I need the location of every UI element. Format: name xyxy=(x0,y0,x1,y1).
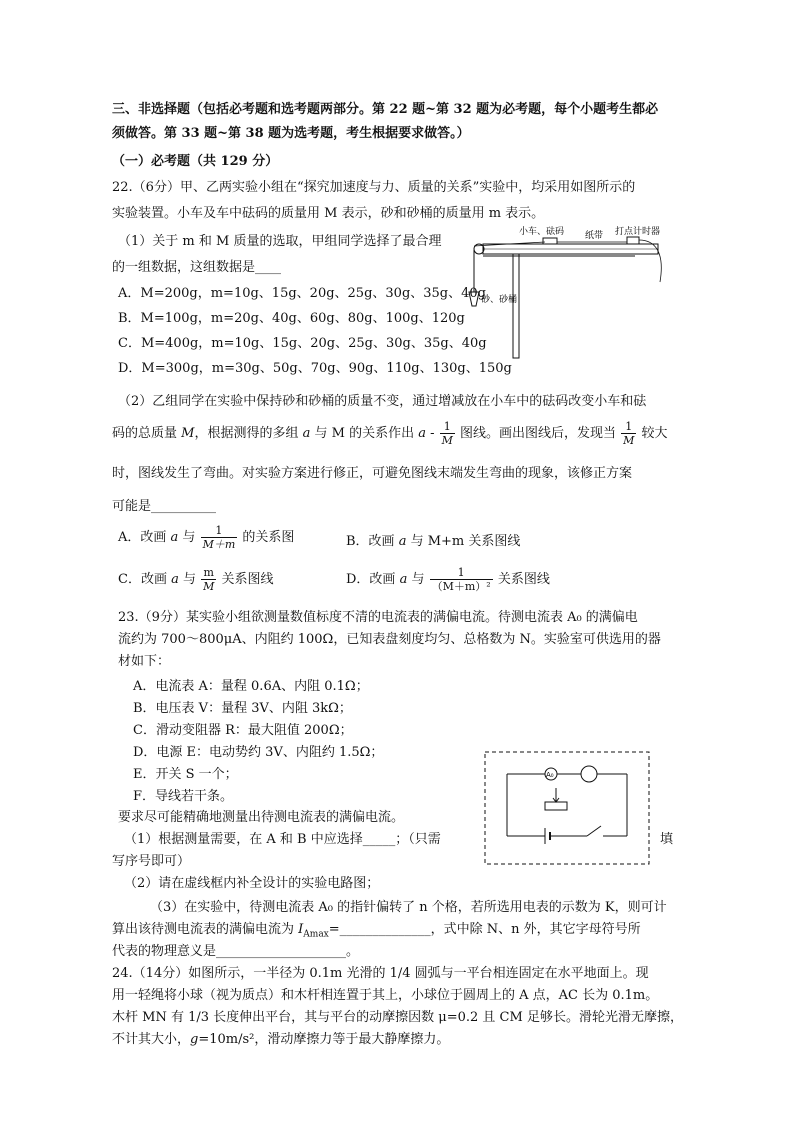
q23-line3: 材如下： xyxy=(118,654,171,669)
q23-line1: 23.（9分）某实验小组欲测量数值标度不清的电流表的满偏电流。待测电流表 A₀ 的满偏电 xyxy=(118,610,638,625)
q23-item-c: C．滑动变阻器 R：最大阻值 200Ω； xyxy=(133,723,353,738)
q22-line1: 22.（6分）甲、乙两实验小组在“探究加速度与力、质量的关系”实验中，均采用如图所示的 xyxy=(112,180,636,195)
fig-label-tape: 纸带 xyxy=(585,231,604,241)
q23-part2: （2）请在虚线框内补全设计的实验电路图； xyxy=(124,876,380,891)
text-seg: 码的总质量 xyxy=(112,426,182,441)
q22-option-c: C．M=400g，m=10g、15g、20g、25g、30g、35g、40g xyxy=(118,336,487,351)
q23-item-f: F．导线若干条。 xyxy=(133,789,234,804)
text-seg: C．改画 xyxy=(118,572,172,587)
q22-p2-option-b xyxy=(346,530,520,549)
symbol-a: a xyxy=(302,426,311,441)
q22-option-d: D．M=300g，m=30g、50g、70g、90g、110g、130g、150g xyxy=(118,361,512,376)
q22-part2-line2 xyxy=(112,420,668,447)
fraction-1-over-M-2 xyxy=(621,420,636,447)
q24-line1: 24.（14分）如图所示，一半径为 0.1m 光滑的 1/4 圆弧与一平台相连固定在水平地面上。现 xyxy=(112,966,649,981)
frac-num: 1 xyxy=(440,420,455,434)
q23-part3-a: （3）在实验中，待测电流表 A₀ 的指针偏转了 n 个格，若所选用电表的示数为 K，则可计 xyxy=(150,900,667,915)
q24-line3: 木杆 MN 有 1/3 长度伸出平台，其与平台的动摩擦因数 μ=0.2 且 CM 足够长。滑轮光滑无摩擦， xyxy=(112,1010,683,1025)
fig-label-timer: 打点计时器 xyxy=(615,227,661,237)
frac-den: （M＋m）² xyxy=(431,580,491,593)
q23-item-b: B．电压表 V：量程 3V、内阻 3kΩ； xyxy=(133,701,352,716)
symbol-a: a xyxy=(171,572,179,587)
symbol-M: M xyxy=(181,426,195,441)
q23-part1-fill: 填 xyxy=(660,832,674,847)
text-seg: 的关系图 xyxy=(238,530,295,545)
fraction xyxy=(430,566,493,593)
text-seg: =______________，式中除 N、n 外，其它字母符号所 xyxy=(328,922,641,937)
text-seg: A．改画 xyxy=(118,530,171,545)
q23-item-e: E．开关 S 一个； xyxy=(133,767,238,782)
q24-line4 xyxy=(112,1028,449,1047)
symbol-a: a xyxy=(398,534,407,549)
rheostat-icon xyxy=(545,802,567,810)
text-seg: D．改画 xyxy=(346,572,400,587)
q22-p2-option-a xyxy=(118,524,294,551)
q22-part1-line2: 的一组数据，这组数据是____ xyxy=(112,260,282,275)
q23-part3-b xyxy=(112,918,641,940)
q23-part3-c: 代表的物理意义是____________________。 xyxy=(112,944,360,959)
text-seg: 与 xyxy=(178,530,200,545)
q23-line2: 流约为 700～800μA、内阻约 100Ω，已知表盘刻度均匀、总格数为 N。实验室可供选用的器 xyxy=(118,632,661,647)
section-heading-line2: 须做答。第 33 题~第 38 题为选考题，考生根据要求做答。） xyxy=(112,126,470,141)
text-seg: 图线。画出图线后，发现当 xyxy=(455,426,621,441)
meter-circle-icon xyxy=(581,766,597,782)
fraction xyxy=(201,524,238,551)
text-seg: 关系图线 xyxy=(493,572,550,587)
text-seg: =10m/s²，滑动摩擦力等于最大静摩擦力。 xyxy=(198,1032,450,1047)
text-seg: 不计其大小， xyxy=(112,1032,191,1047)
q23-requirement: 要求尽可能精确地测量出待测电流表的满偏电流。 xyxy=(118,810,405,825)
text-seg: 算出该待测电流表的满偏电流为 xyxy=(112,922,299,937)
q24-line2: 用一轻绳将小球（视为质点）和木杆相连置于其上，小球位于圆周上的 A 点，AC 长为 0.1m。 xyxy=(112,988,659,1003)
frac-num: 1 xyxy=(621,420,636,434)
q23-item-a: A．电流表 A：量程 0.6A、内阻 0.1Ω； xyxy=(133,679,369,694)
apparatus-figure xyxy=(455,222,680,360)
symbol-a: a xyxy=(170,530,179,545)
section-heading-line1: 三、非选择题（包括必考题和选考题两部分。第 22 题~第 32 题为必考题，每个小题考生都必 xyxy=(112,102,659,117)
switch-icon xyxy=(587,826,601,836)
q22-line2: 实验装置。小车及车中砝码的质量用 M 表示，砂和砂桶的质量用 m 表示。 xyxy=(112,206,545,221)
cart-icon xyxy=(543,238,557,244)
symbol-a-dash: a - xyxy=(418,426,439,441)
text-seg: B．改画 xyxy=(346,534,399,549)
text-seg: 关系图线 xyxy=(217,572,274,587)
symbol-g: g xyxy=(190,1032,199,1047)
q22-part1-line1: （1）关于 m 和 M 质量的选取，甲组同学选择了最合理 xyxy=(118,234,442,249)
frac-den: M xyxy=(203,580,215,593)
meter-label: A₀ xyxy=(546,771,554,779)
fig-label-sand: 砂、砂桶 xyxy=(481,295,518,305)
frac-num: 1 xyxy=(430,566,493,580)
text-seg: 与 xyxy=(178,572,201,587)
circuit-diagram xyxy=(483,750,651,866)
q22-part2-line4: 可能是__________ xyxy=(112,499,217,514)
q23-part1-b: 写序号即可） xyxy=(112,854,191,869)
q22-p2-option-d xyxy=(346,566,550,593)
symbol-a: a xyxy=(399,572,408,587)
q22-option-a: A．M=200g，m=10g、15g、20g、25g、30g、35g、40g xyxy=(118,286,486,301)
text-seg: ，根据测得的多组 xyxy=(194,426,303,441)
timer-icon xyxy=(627,237,639,244)
q22-option-b: B．M=100g，m=20g、40g、60g、80g、100g、120g xyxy=(118,311,465,326)
sand-bucket-icon xyxy=(469,292,479,306)
fig-label-cart: 小车、砝码 xyxy=(519,227,565,237)
q22-p2-option-c xyxy=(118,566,274,593)
symbol-I: I xyxy=(298,922,304,937)
fraction xyxy=(201,566,216,593)
fraction-1-over-M xyxy=(440,420,455,447)
q22-part2-line1: （2）乙组同学在实验中保持砂和砂桶的质量不变，通过增减放在小车中的砝码改变小车和砝 xyxy=(118,394,647,409)
frac-den: M xyxy=(623,434,635,447)
text-seg: 与 xyxy=(407,572,429,587)
q22-part2-line3: 时，图线发生了弯曲。对实验方案进行修正，可避免图线末端发生弯曲的现象，该修正方案 xyxy=(112,466,633,481)
symbol-sub: Amax xyxy=(303,929,329,940)
section-subheading: （一）必考题（共 129 分） xyxy=(112,154,279,169)
text-seg: 与 M 的关系作出 xyxy=(310,426,419,441)
text-seg: 与 M+m 关系图线 xyxy=(406,534,521,549)
frac-den: M＋m xyxy=(202,538,236,551)
table-leg xyxy=(513,254,519,358)
frac-den: M xyxy=(441,434,453,447)
q23-item-d: D．电源 E：电动势约 3V、内阻约 1.5Ω； xyxy=(133,745,384,760)
q23-part1-a: （1）根据测量需要，在 A 和 B 中应选择_____；（只需 xyxy=(124,832,441,847)
frac-num: 1 xyxy=(201,524,238,538)
frac-num: m xyxy=(201,566,216,580)
text-seg: 较大 xyxy=(637,426,668,441)
